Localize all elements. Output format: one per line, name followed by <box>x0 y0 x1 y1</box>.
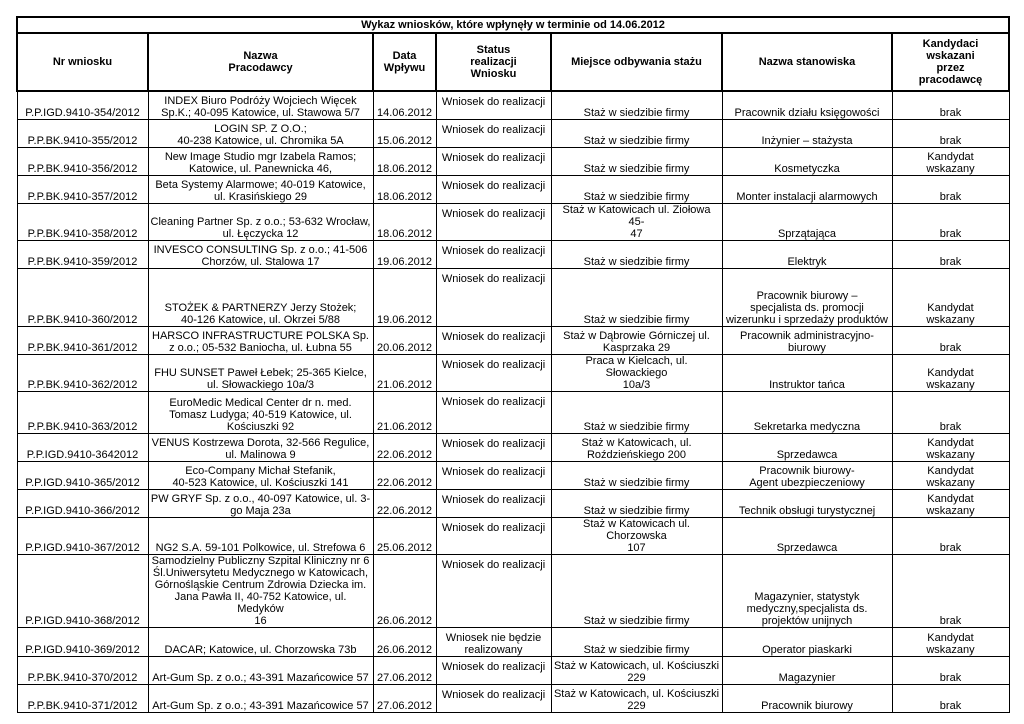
header-status: Status realizacji Wniosku <box>470 44 517 80</box>
cell-nr-wniosku: P.P.BK.9410-359/2012 <box>27 255 138 268</box>
table-row <box>17 326 1009 354</box>
cell-status: Wniosek do realizacji <box>441 123 546 136</box>
cell-nr-wniosku: P.P.BK.9410-361/2012 <box>27 341 138 354</box>
cell-miejsce-stazu: Staż w siedzibie firmy <box>583 255 690 268</box>
cell-miejsce-stazu: Staż w siedzibie firmy <box>583 106 690 119</box>
cell-status: Wniosek do realizacji <box>441 558 546 571</box>
cell-miejsce-stazu: Staż w Dąbrowie Górniczej ul. Kasprzaka 29 <box>563 329 710 354</box>
cell-stanowisko: Instruktor tańca <box>769 378 845 391</box>
cell-stanowisko: Elektryk <box>787 255 827 268</box>
cell-data-wplywu: 22.06.2012 <box>376 448 433 461</box>
cell-pracodawca: DACAR; Katowice, ul. Chorzowska 73b <box>164 643 357 656</box>
cell-kandydaci: brak <box>939 614 962 627</box>
cell-miejsce-stazu: Staż w siedzibie firmy <box>583 643 690 656</box>
cell-stanowisko: Sprzedawca <box>776 541 838 554</box>
cell-pracodawca: EuroMedic Medical Center dr n. med. Tomasz Ludyga; 40-519 Katowice, ul. Kościuszki 92 <box>169 396 352 433</box>
cell-data-wplywu: 21.06.2012 <box>376 420 433 433</box>
cell-nr-wniosku: P.P.IGD.9410-367/2012 <box>25 541 140 554</box>
cell-status: Wniosek do realizacji <box>441 465 546 478</box>
header-kandydaci: Kandydaci wskazani przez pracodawcę <box>918 38 983 86</box>
cell-pracodawca: FHU SUNSET Paweł Łebek; 25-365 Kielce, ul. Słowackiego 10a/3 <box>154 366 367 391</box>
cell-status: Wniosek nie będzie realizowany <box>445 631 542 656</box>
cell-kandydaci: brak <box>939 255 962 268</box>
cell-miejsce-stazu: Staż w siedzibie firmy <box>583 420 690 433</box>
cell-data-wplywu: 14.06.2012 <box>376 106 433 119</box>
cell-stanowisko: Magazynier, statystyk medyczny,specjalista ds. projektów unijnych <box>746 590 868 627</box>
cell-nr-wniosku: P.P.BK.9410-357/2012 <box>27 190 138 203</box>
cell-data-wplywu: 26.06.2012 <box>376 643 433 656</box>
cell-pracodawca: New Image Studio mgr Izabela Ramos; Katowice, ul. Panewnicka 46, <box>164 150 357 175</box>
cell-pracodawca: Art-Gum Sp. z o.o.; 43-391 Mazańcowice 57 <box>152 699 369 712</box>
cell-kandydaci: brak <box>939 134 962 147</box>
table-row <box>17 391 1009 433</box>
cell-data-wplywu: 18.06.2012 <box>376 227 433 240</box>
cell-pracodawca: NG2 S.A. 59-101 Polkowice, ul. Strefowa 6 <box>155 541 366 554</box>
cell-stanowisko: Magazynier <box>778 671 836 684</box>
cell-status: Wniosek do realizacji <box>441 521 546 534</box>
cell-nr-wniosku: P.P.BK.9410-371/2012 <box>27 699 138 712</box>
cell-miejsce-stazu: Staż w siedzibie firmy <box>583 476 690 489</box>
cell-pracodawca: VENUS Kostrzewa Dorota, 32-566 Regulice, ul. Malinowa 9 <box>151 436 370 461</box>
cell-status: Wniosek do realizacji <box>441 244 546 257</box>
cell-stanowisko: Sekretarka medyczna <box>753 420 861 433</box>
cell-stanowisko: Sprzedawca <box>776 448 838 461</box>
cell-status: Wniosek do realizacji <box>441 395 546 408</box>
table-row <box>17 461 1009 489</box>
cell-nr-wniosku: P.P.IGD.9410-354/2012 <box>25 106 140 119</box>
cell-miejsce-stazu: Staż w siedzibie firmy <box>583 313 690 326</box>
cell-kandydaci: brak <box>939 227 962 240</box>
cell-miejsce-stazu: Staż w Katowicach, ul. Roździeńskiego 200 <box>581 436 692 461</box>
cell-nr-wniosku: P.P.BK.9410-355/2012 <box>27 134 138 147</box>
cell-data-wplywu: 22.06.2012 <box>376 476 433 489</box>
cell-nr-wniosku: P.P.IGD.9410-366/2012 <box>25 504 140 517</box>
cell-kandydaci: Kandydat wskazany <box>926 150 975 175</box>
table-row <box>17 119 1009 147</box>
cell-status: Wniosek do realizacji <box>441 151 546 164</box>
cell-miejsce-stazu: Staż w Katowicach, ul. Kościuszki 229 <box>553 659 720 684</box>
cell-miejsce-stazu: Staż w siedzibie firmy <box>583 190 690 203</box>
cell-pracodawca: Cleaning Partner Sp. z o.o.; 53-632 Wrocław, ul. Łęczycka 12 <box>150 215 371 240</box>
cell-kandydaci: Kandydat wskazany <box>926 366 975 391</box>
cell-data-wplywu: 19.06.2012 <box>376 313 433 326</box>
cell-miejsce-stazu: Staż w siedzibie firmy <box>583 162 690 175</box>
cell-nr-wniosku: P.P.BK.9410-360/2012 <box>27 313 138 326</box>
cell-miejsce-stazu: Staż w siedzibie firmy <box>583 504 690 517</box>
header-miejsce-stazu: Miejsce odbywania stażu <box>571 56 702 68</box>
cell-status: Wniosek do realizacji <box>441 207 546 220</box>
cell-nr-wniosku: P.P.BK.9410-362/2012 <box>27 378 138 391</box>
cell-stanowisko: Sprzątająca <box>777 227 837 240</box>
cell-nr-wniosku: P.P.IGD.9410-368/2012 <box>25 614 140 627</box>
header-nr-wniosku: Nr wniosku <box>52 56 113 68</box>
table-row <box>17 354 1009 391</box>
header-nazwa-pracodawcy: Nazwa Pracodawcy <box>228 50 293 74</box>
cell-kandydaci: brak <box>939 420 962 433</box>
cell-kandydaci: Kandydat wskazany <box>926 464 975 489</box>
cell-data-wplywu: 27.06.2012 <box>376 699 433 712</box>
cell-stanowisko: Pracownik biurowy- Agent ubezpieczeniowy <box>749 464 865 489</box>
header-row <box>17 33 1009 91</box>
cell-status: Wniosek do realizacji <box>441 96 546 108</box>
cell-status: Wniosek do realizacji <box>441 493 546 506</box>
cell-kandydaci: Kandydat wskazany <box>926 492 975 517</box>
cell-data-wplywu: 18.06.2012 <box>376 190 433 203</box>
cell-nr-wniosku: P.P.IGD.9410-365/2012 <box>25 476 140 489</box>
cell-data-wplywu: 18.06.2012 <box>376 162 433 175</box>
table-row <box>17 433 1009 461</box>
cell-status: Wniosek do realizacji <box>441 437 546 450</box>
cell-kandydaci: Kandydat wskazany <box>926 301 975 326</box>
cell-stanowisko: Pracownik administracyjno- biurowy <box>740 329 874 354</box>
applications-table <box>16 16 1010 713</box>
cell-data-wplywu: 26.06.2012 <box>376 614 433 627</box>
table-row <box>17 656 1009 684</box>
cell-pracodawca: INVESCO CONSULTING Sp. z o.o.; 41-506 Chorzów, ul. Stalowa 17 <box>153 243 368 268</box>
cell-data-wplywu: 20.06.2012 <box>376 341 433 354</box>
cell-status: Wniosek do realizacji <box>441 179 546 192</box>
cell-data-wplywu: 19.06.2012 <box>376 255 433 268</box>
table-title: Wykaz wniosków, które wpłynęły w terminie od 14.06.2012 <box>17 17 1009 33</box>
cell-data-wplywu: 21.06.2012 <box>376 378 433 391</box>
table-row <box>17 203 1009 240</box>
header-nazwa-stanowiska: Nazwa stanowiska <box>758 56 856 68</box>
cell-nr-wniosku: P.P.BK.9410-370/2012 <box>27 671 138 684</box>
cell-stanowisko: Pracownik biurowy <box>761 699 853 712</box>
cell-miejsce-stazu: Staż w Katowicach ul. Chorzowska 107 <box>583 517 690 554</box>
cell-data-wplywu: 25.06.2012 <box>376 541 433 554</box>
cell-status: Wniosek do realizacji <box>441 272 546 285</box>
cell-miejsce-stazu: Staż w Katowicach ul. Ziołowa 45- 47 <box>562 203 711 240</box>
table-row <box>17 240 1009 268</box>
cell-kandydaci: brak <box>939 541 962 554</box>
cell-pracodawca: INDEX Biuro Podróży Wojciech Więcek Sp.K.; 40-095 Katowice, ul. Stawowa 5/7 <box>161 94 360 119</box>
table-row <box>17 147 1009 175</box>
cell-pracodawca: HARSCO INFRASTRUCTURE POLSKA Sp. z o.o.; 05-532 Baniocha, ul. Łubna 55 <box>152 329 369 354</box>
table-row <box>17 517 1009 554</box>
cell-kandydaci: brak <box>939 106 962 119</box>
cell-stanowisko: Kosmetyczka <box>774 162 840 175</box>
cell-pracodawca: Art-Gum Sp. z o.o.; 43-391 Mazańcowice 57 <box>152 671 369 684</box>
cell-data-wplywu: 22.06.2012 <box>376 504 433 517</box>
cell-kandydaci: Kandydat wskazany <box>926 631 975 656</box>
cell-stanowisko: Operator piaskarki <box>762 643 852 656</box>
cell-kandydaci: brak <box>939 671 962 684</box>
cell-stanowisko: Pracownik działu księgowości <box>734 106 880 119</box>
cell-pracodawca: Samodzielny Publiczny Szpital Kliniczny nr 6 Śl.Uniwersytetu Medycznego w Katowicach, Górnośląskie Centrum Zdrowia Dziecka im. Jana Pawła II, 40-752 Katowice, ul. Medyków 16 <box>151 554 370 627</box>
cell-status: Wniosek do realizacji <box>441 660 546 673</box>
cell-status: Wniosek do realizacji <box>441 330 546 343</box>
cell-status: Wniosek do realizacji <box>441 688 546 701</box>
table-row <box>17 175 1009 203</box>
cell-nr-wniosku: P.P.BK.9410-358/2012 <box>27 227 138 240</box>
cell-stanowisko: Inżynier – stażysta <box>761 134 853 147</box>
cell-nr-wniosku: P.P.BK.9410-363/2012 <box>27 420 138 433</box>
cell-kandydaci: brak <box>939 341 962 354</box>
table-row <box>17 554 1009 627</box>
table-row <box>17 91 1009 119</box>
cell-pracodawca: PW GRYF Sp. z o.o., 40-097 Katowice, ul. 3- go Maja 23a <box>150 492 371 517</box>
cell-pracodawca: STOŻEK & PARTNERZY Jerzy Stożek; 40-126 Katowice, ul. Okrzei 5/88 <box>164 301 357 326</box>
table-row <box>17 684 1009 712</box>
cell-status: Wniosek do realizacji <box>441 358 546 371</box>
cell-pracodawca: Beta Systemy Alarmowe; 40-019 Katowice, ul. Krasińskiego 29 <box>155 178 366 203</box>
cell-pracodawca: Eco-Company Michał Stefanik, 40-523 Katowice, ul. Kościuszki 141 <box>172 464 349 489</box>
cell-nr-wniosku: P.P.BK.9410-356/2012 <box>27 162 138 175</box>
cell-kandydaci: Kandydat wskazany <box>926 436 975 461</box>
cell-stanowisko: Pracownik biurowy – specjalista ds. promocji wizerunku i sprzedaży produktów <box>725 289 889 326</box>
table-row <box>17 627 1009 656</box>
cell-miejsce-stazu: Praca w Kielcach, ul. Słowackiego 10a/3 <box>585 354 688 391</box>
cell-data-wplywu: 15.06.2012 <box>376 134 433 147</box>
cell-stanowisko: Monter instalacji alarmowych <box>736 190 878 203</box>
header-data-wplywu: Data Wpływu <box>383 50 426 74</box>
cell-pracodawca: LOGIN SP. Z O.O.; 40-238 Katowice, ul. Chromika 5A <box>177 122 344 147</box>
cell-miejsce-stazu: Staż w Katowicach, ul. Kościuszki 229 <box>553 687 720 712</box>
cell-kandydaci: brak <box>939 699 962 712</box>
cell-nr-wniosku: P.P.IGD.9410-3642012 <box>26 448 139 461</box>
table-row <box>17 268 1009 326</box>
cell-miejsce-stazu: Staż w siedzibie firmy <box>583 614 690 627</box>
cell-stanowisko: Technik obsługi turystycznej <box>738 504 876 517</box>
cell-data-wplywu: 27.06.2012 <box>376 671 433 684</box>
cell-miejsce-stazu: Staż w siedzibie firmy <box>583 134 690 147</box>
cell-kandydaci: brak <box>939 190 962 203</box>
cell-nr-wniosku: P.P.IGD.9410-369/2012 <box>25 643 140 656</box>
table-row <box>17 489 1009 517</box>
